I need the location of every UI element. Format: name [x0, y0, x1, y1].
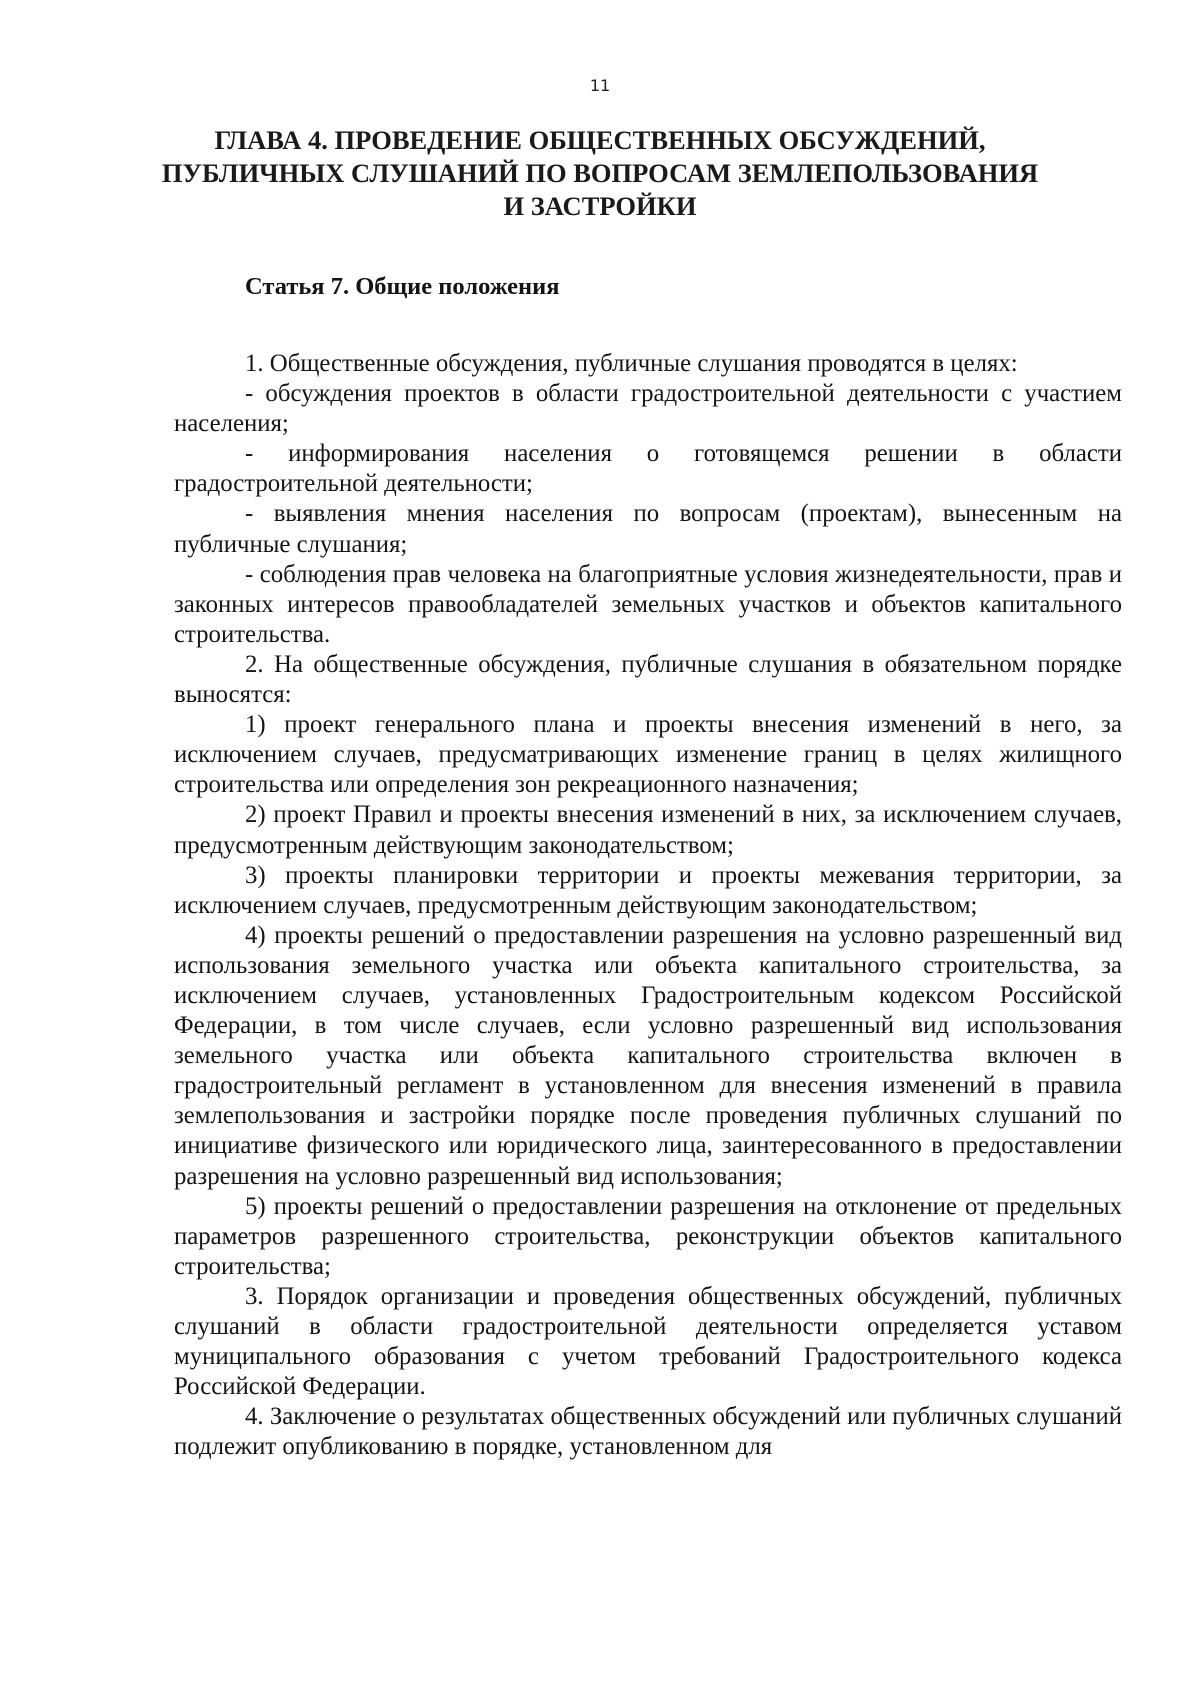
chapter-title — [160, 124, 1040, 223]
paragraph: 3) проекты планировки территории и проекты межевания территории, за исключением случаев, предусмотренным действующим законодательством; — [174, 861, 1122, 919]
paragraph: - соблюдения прав человека на благоприятные условия жизнедеятельности, прав и законных интересов правообладателей земельных участков и объектов капитального строительства. — [174, 560, 1122, 648]
paragraph: 4) проекты решений о предоставлении разрешения на условно разрешенный вид использования земельного участка или объекта капитального строительства, за исключением случаев, установленных Градостроительным кодексом Российской Федерации, в том числе случаев, если условно разрешенный вид использования земельного участка или объекта капитального строительства включен в градостроительный регламент в установленном для внесения изменений в правила землепользования и застройки порядке после проведения публичных слушаний по инициативе физического или юридического лица, заинтересованного в предоставлении разрешения на условно разрешенный вид использования; — [174, 921, 1122, 1190]
article-title: Статья 7. Общие положения — [245, 273, 560, 300]
paragraph: 3. Порядок организации и проведения общественных обсуждений, публичных слушаний в области градостроительной деятельности определяется уставом муниципального образования с учетом требований Градостроительного кодекса Российской Федерации. — [174, 1282, 1122, 1401]
article-body — [174, 349, 1122, 1462]
paragraph: 1) проект генерального плана и проекты внесения изменений в него, за исключением случаев, предусматривающих изменение границ в целях жилищного строительства или определения зон рекреационного назначения; — [174, 711, 1122, 799]
paragraph: 4. Заключение о результатах общественных обсуждений или публичных слушаний подлежит опубликованию в порядке, установленном для — [174, 1403, 1122, 1461]
chapter-title-line: ПУБЛИЧНЫХ СЛУШАНИЙ ПО ВОПРОСАМ ЗЕМЛЕПОЛЬЗОВАНИЯ — [161, 158, 1039, 188]
paragraph: 5) проекты решений о предоставлении разрешения на отклонение от предельных параметров разрешенного строительства, реконструкции объектов капитального строительства; — [174, 1192, 1122, 1280]
paragraph: - выявления мнения населения по вопросам (проектам), вынесенным на публичные слушания; — [174, 500, 1122, 558]
paragraph: 2. На общественные обсуждения, публичные слушания в обязательном порядке выносятся: — [174, 650, 1122, 709]
chapter-title-line: ГЛАВА 4. ПРОВЕДЕНИЕ ОБЩЕСТВЕННЫХ ОБСУЖДЕНИЙ, — [214, 125, 986, 155]
paragraph: 1. Общественные обсуждения, публичные слушания проводятся в целях: — [245, 350, 1018, 377]
paragraph: - обсуждения проектов в области градостроительной деятельности с участием населения; — [174, 380, 1122, 438]
chapter-title-line: И ЗАСТРОЙКИ — [503, 191, 697, 221]
paragraph: - информирования населения о готовящемся решении в области градостроительной деятельности; — [174, 440, 1122, 498]
paragraph: 2) проект Правил и проекты внесения изменений в них, за исключением случаев, предусмотренным действующим законодательством; — [174, 801, 1122, 859]
page-number: 11 — [589, 76, 611, 95]
